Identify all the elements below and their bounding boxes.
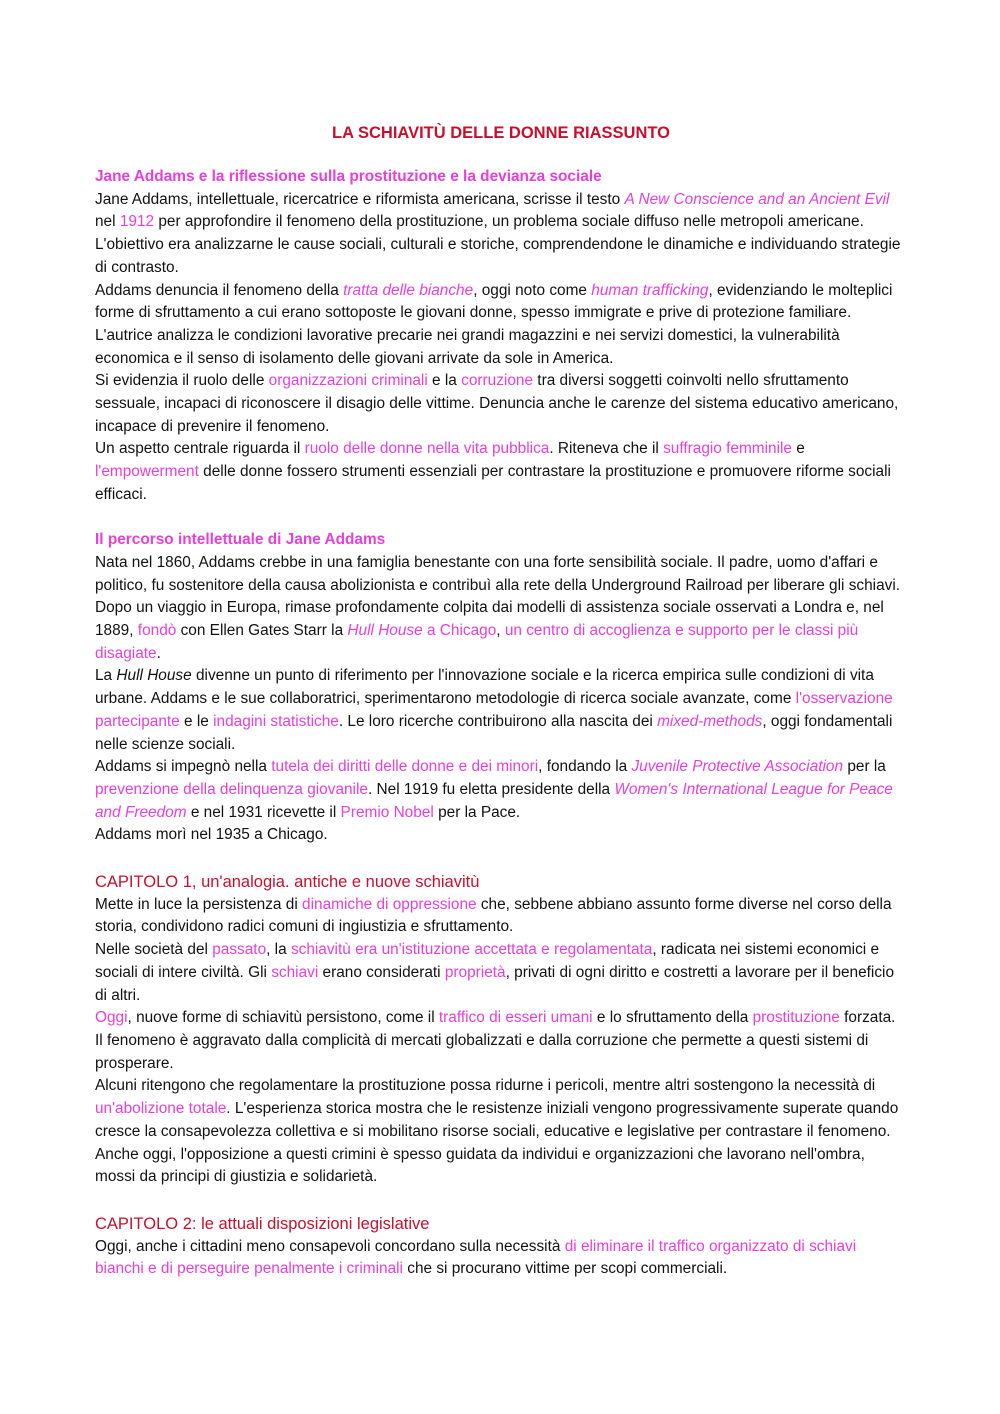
paragraph — [95, 370, 907, 438]
paragraph — [95, 939, 907, 1007]
text-run: Un aspetto centrale riguarda il — [95, 440, 305, 458]
highlighted-text: Hull House — [347, 622, 423, 640]
text-run: divenne un punto di riferimento per l'innovazione sociale e la ricerca empirica sulle condizioni di vita urbane. Addams e le sue collaboratrici, sperimentarono metodologie di ricerca sociale avanzate, come — [95, 667, 874, 708]
highlighted-text: corruzione — [461, 372, 534, 390]
highlighted-text: proprietà — [444, 963, 506, 981]
text-run: . Riteneva che il — [549, 440, 664, 458]
paragraph — [95, 894, 907, 939]
text-run: che si procurano vittime per scopi commerciali. — [402, 1260, 728, 1278]
highlighted-text: di eliminare il traffico organizzato di schiavi bianchi e di perseguire penalmente i criminali — [95, 1237, 857, 1278]
highlighted-text: Women's International League for Peace and Freedom — [95, 780, 893, 821]
paragraph — [95, 1236, 907, 1281]
chapter-heading: CAPITOLO 1, un'analogia. antiche e nuove schiavitù — [95, 872, 480, 891]
highlighted-text: tutela dei diritti delle donne e dei minori — [271, 758, 539, 776]
highlighted-text: dinamiche di oppressione — [302, 895, 477, 913]
text-run: Mette in luce la persistenza di — [95, 895, 303, 913]
text-run: forzata. Il fenomeno è aggravato dalla complicità di mercati globalizzati e dalla corruzione che permette a questi sistemi di prosperare. — [95, 1009, 896, 1072]
text-run: , la — [266, 941, 291, 959]
text-run: , fondando la — [538, 758, 632, 776]
text-run: Si evidenzia il ruolo delle — [95, 372, 269, 390]
paragraph — [95, 1007, 907, 1075]
highlighted-text: prevenzione della delinquenza giovanile — [95, 780, 368, 798]
highlighted-text: fondò — [137, 622, 177, 640]
highlighted-text: Juvenile Protective Association — [631, 758, 844, 776]
chapter-heading: CAPITOLO 2: le attuali disposizioni legislative — [95, 1214, 430, 1233]
highlighted-text: organizzazioni criminali — [268, 372, 428, 390]
highlighted-text: A New Conscience and an Ancient Evil — [624, 190, 890, 208]
text-run: Alcuni ritengono che regolamentare la prostituzione possa ridurne i pericoli, mentre altri sostengono la necessità di — [95, 1077, 876, 1095]
highlighted-text: Oggi — [95, 1009, 128, 1027]
section-spacer — [95, 847, 907, 870]
text-run: , evidenziando le molteplici forme di sfruttamento a cui erano sottoposte le giovani donne, spesso immigrate e prive di protezione familiare. L'autrice analizza le condizioni lavorative precarie nei grandi magazzini e nei servizi domestici, la vulnerabilità economica e il senso di isolamento delle giovani arrivate da sole in America. — [95, 281, 893, 367]
text-run: . Le loro ricerche contribuirono alla nascita dei — [338, 712, 658, 730]
text-run: che, sebbene abbiano assunto forme diverse nel corso della storia, condividono radici comuni di ingiustizia e sfruttamento. — [95, 895, 892, 936]
text-run: , — [496, 622, 505, 640]
text-run: La — [95, 667, 117, 685]
highlighted-text: indagini statistiche — [213, 712, 339, 730]
text-run: per approfondire il fenomeno della prostituzione, un problema sociale diffuso nelle metropoli americane. L'obiettivo era analizzarne le cause sociali, culturali e storiche, comprendendone le dinamiche e individuando strategie di contrasto. — [95, 213, 901, 276]
highlighted-text: traffico di esseri umani — [438, 1009, 593, 1027]
text-run: delle donne fossero strumenti essenziali per contrastare la prostituzione e promuovere riforme sociali efficaci. — [95, 463, 891, 503]
text-run: Addams si impegnò nella — [95, 758, 272, 776]
highlighted-text: prostituzione — [752, 1009, 840, 1027]
section — [95, 166, 907, 507]
text-run: tra diversi soggetti coinvolti nello sfruttamento sessuale, incapaci di riconoscere il disagio delle vittime. Denuncia anche le carenze del sistema educativo americano, incapace di prevenire il fenomeno. — [95, 372, 899, 435]
highlighted-text: a Chicago — [422, 622, 497, 640]
paragraph — [95, 1144, 907, 1189]
highlighted-text: un'abolizione totale — [95, 1100, 227, 1118]
paragraph — [95, 438, 907, 506]
highlighted-text: human trafficking — [591, 281, 709, 299]
section-heading: Il percorso intellettuale di Jane Addams — [95, 531, 386, 549]
text-run: , oggi fondamentali nelle scienze sociali. — [95, 712, 893, 753]
text-run: Oggi, anche i cittadini meno consapevoli concordano sulla necessità — [95, 1237, 565, 1255]
text-run: per la Pace. — [433, 803, 521, 821]
section — [95, 870, 907, 1189]
section — [95, 1212, 907, 1281]
text-run: , radicata nei sistemi economici e sociali di intere civiltà. Gli — [95, 941, 880, 981]
text-run: e — [792, 440, 805, 458]
text-run: e nel 1931 ricevette il — [186, 803, 341, 821]
highlighted-text: tratta delle bianche — [343, 281, 474, 299]
text-run: . L'esperienza storica mostra che le resistenze iniziali vengono progressivamente superate quando cresce la consapevolezza collettiva e si mobilitano risorse sociali, educative e legislative per contrastare il fenomeno. — [95, 1100, 899, 1140]
paragraph — [95, 280, 907, 371]
section — [95, 529, 907, 847]
highlighted-text: ruolo delle donne nella vita pubblica — [304, 440, 550, 458]
text-run: e le — [179, 712, 214, 730]
document-title: LA SCHIAVITÙ DELLE DONNE RIASSUNTO — [332, 124, 670, 142]
text-run: e la — [427, 372, 462, 390]
text-run: Addams morì nel 1935 a Chicago. — [95, 826, 328, 844]
document-page — [95, 118, 907, 1281]
section-spacer — [95, 507, 907, 530]
highlighted-text: l'empowerment — [95, 463, 199, 481]
paragraph — [95, 665, 907, 756]
highlighted-text: 1912 — [119, 213, 155, 231]
text-run: e lo sfruttamento della — [592, 1009, 753, 1027]
paragraph — [95, 756, 907, 824]
text-run: con Ellen Gates Starr la — [176, 622, 348, 640]
text-run: . — [156, 644, 161, 662]
text-run: erano considerati — [318, 963, 445, 981]
text-run: Nelle società del — [95, 941, 213, 959]
highlighted-text: schiavitù era un'istituzione accettata e regolamentata — [290, 941, 653, 959]
text-run: nel — [95, 213, 120, 231]
document-body — [95, 166, 907, 1281]
text-run: Anche oggi, l'opposizione a questi crimini è spesso guidata da individui e organizzazioni che lavorano nell'ombra, mossi da principi di giustizia e solidarietà. — [95, 1145, 865, 1186]
highlighted-text: un centro di accoglienza e supporto per le classi più disagiate — [95, 622, 859, 662]
section-heading: Jane Addams e la riflessione sulla prostituzione e la devianza sociale — [95, 168, 602, 185]
text-run: . Nel 1919 fu eletta presidente della — [367, 780, 615, 798]
text-run: , privati di ogni diritto e costretti a lavorare per il beneficio di altri. — [95, 963, 894, 1004]
paragraph — [95, 1075, 907, 1143]
highlighted-text: schiavi — [271, 963, 319, 981]
highlighted-text: suffragio femminile — [663, 440, 792, 458]
text-run: Addams denuncia il fenomeno della — [95, 281, 344, 299]
highlighted-text: mixed-methods — [657, 712, 763, 730]
highlighted-text: Premio Nobel — [340, 803, 434, 821]
highlighted-text: passato — [212, 941, 267, 959]
highlighted-text: Hull House — [116, 667, 192, 685]
text-run: , oggi noto come — [473, 281, 592, 299]
paragraph — [95, 824, 907, 847]
paragraph — [95, 189, 907, 280]
paragraph — [95, 552, 907, 666]
text-run: Jane Addams, intellettuale, ricercatrice e riformista americana, scrisse il testo — [95, 190, 625, 208]
text-run: , nuove forme di schiavitù persistono, come il — [127, 1009, 439, 1027]
highlighted-text: l'osservazione partecipante — [95, 690, 893, 730]
text-run: per la — [843, 758, 886, 776]
text-run: Nata nel 1860, Addams crebbe in una famiglia benestante con una forte sensibilità sociale. Il padre, uomo d'affari e politico, fu sostenitore della causa abolizionista e contribuì alla rete della Underground Railroad per liberare gli schiavi. Dopo un viaggio in Europa, rimase profondamente colpita dai modelli di assistenza sociale osservati a Londra e, nel 1889, — [95, 553, 901, 640]
section-spacer — [95, 1189, 907, 1212]
